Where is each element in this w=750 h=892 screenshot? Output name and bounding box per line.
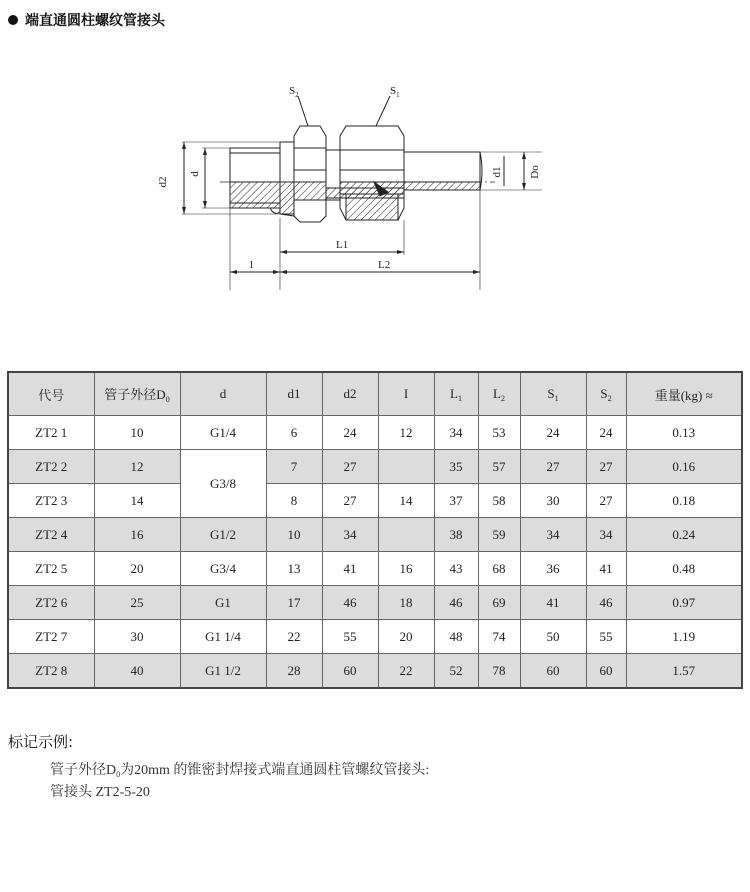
cell-d1: 13 — [266, 552, 322, 586]
table-header-row — [8, 372, 742, 416]
cell-code: ZT2 2 — [8, 450, 94, 484]
cell-weight: 1.19 — [626, 620, 742, 654]
cell-d: G1 — [180, 586, 266, 620]
label-s1: $S_1$ — [390, 85, 400, 99]
cell-s2: 41 — [586, 552, 626, 586]
cell-s1: 36 — [520, 552, 586, 586]
cell-s1: 34 — [520, 518, 586, 552]
cell-l2: 74 — [478, 620, 520, 654]
cell-weight: 0.97 — [626, 586, 742, 620]
cell-l2: 68 — [478, 552, 520, 586]
cell-l2: 57 — [478, 450, 520, 484]
col-weight: 重量(kg) ≈ — [626, 372, 742, 416]
col-d: d — [180, 372, 266, 416]
cell-s1: 50 — [520, 620, 586, 654]
table-row — [8, 654, 742, 689]
cell-d1: 17 — [266, 586, 322, 620]
label-d: d — [189, 171, 201, 177]
cell-code: ZT2 6 — [8, 586, 94, 620]
cell-d1: 22 — [266, 620, 322, 654]
cell-code: ZT2 1 — [8, 416, 94, 450]
cell-l1: 34 — [434, 416, 478, 450]
cell-s2: 34 — [586, 518, 626, 552]
col-l1: $L_1$ — [434, 372, 478, 416]
cell-s2: 46 — [586, 586, 626, 620]
cell-i — [378, 450, 434, 484]
cell-weight: 0.16 — [626, 450, 742, 484]
label-d1: d1 — [491, 166, 503, 178]
label-l1: L1 — [336, 239, 349, 251]
notes-line-2: 管接头 ZT2-5-20 — [50, 785, 150, 800]
col-i: I — [378, 372, 434, 416]
cell-d: G3/8 — [180, 450, 266, 518]
cell-l1: 52 — [434, 654, 478, 689]
cell-i — [378, 518, 434, 552]
cell-d2: 46 — [322, 586, 378, 620]
table-row — [8, 552, 742, 586]
cell-l1: 48 — [434, 620, 478, 654]
cell-s2: 60 — [586, 654, 626, 689]
cell-od: 12 — [94, 450, 180, 484]
cell-l1: 43 — [434, 552, 478, 586]
cell-d2: 27 — [322, 484, 378, 518]
cell-d: G1/2 — [180, 518, 266, 552]
cell-code: ZT2 7 — [8, 620, 94, 654]
table-row — [8, 416, 742, 450]
cell-s1: 30 — [520, 484, 586, 518]
cell-d2: 60 — [322, 654, 378, 689]
cell-i: 16 — [378, 552, 434, 586]
col-s2: $S_2$ — [586, 372, 626, 416]
cell-i: 22 — [378, 654, 434, 689]
cell-od: 30 — [94, 620, 180, 654]
cell-d2: 34 — [322, 518, 378, 552]
cell-l2: 69 — [478, 586, 520, 620]
table-row — [8, 450, 742, 484]
cell-i: 18 — [378, 586, 434, 620]
col-l2: $L_2$ — [478, 372, 520, 416]
col-d1: d1 — [266, 372, 322, 416]
cell-l2: 78 — [478, 654, 520, 689]
col-d2: d2 — [322, 372, 378, 416]
table-row — [8, 484, 742, 518]
cell-weight: 0.48 — [626, 552, 742, 586]
cell-d1: 6 — [266, 416, 322, 450]
col-s1: $S_1$ — [520, 372, 586, 416]
cell-weight: 0.13 — [626, 416, 742, 450]
cell-i: 12 — [378, 416, 434, 450]
col-code: 代号 — [8, 372, 94, 416]
cell-s2: 24 — [586, 416, 626, 450]
label-d2: d2 — [157, 176, 169, 188]
cell-od: 14 — [94, 484, 180, 518]
cell-i: 20 — [378, 620, 434, 654]
bullet-icon — [8, 15, 18, 25]
cell-l1: 38 — [434, 518, 478, 552]
cell-od: 25 — [94, 586, 180, 620]
cell-d1: 28 — [266, 654, 322, 689]
cell-l2: 58 — [478, 484, 520, 518]
table-row — [8, 620, 742, 654]
cell-s2: 27 — [586, 450, 626, 484]
cell-d1: 7 — [266, 450, 322, 484]
cell-weight: 0.24 — [626, 518, 742, 552]
label-l: l — [250, 259, 254, 271]
cell-d2: 24 — [322, 416, 378, 450]
notes-title: 标记示例: — [8, 733, 74, 751]
label-l2: L2 — [378, 259, 391, 271]
label-s2: $S_2$ — [289, 85, 299, 99]
cell-code: ZT2 3 — [8, 484, 94, 518]
cell-code: ZT2 4 — [8, 518, 94, 552]
cell-i: 14 — [378, 484, 434, 518]
cell-od: 16 — [94, 518, 180, 552]
cell-d2: 27 — [322, 450, 378, 484]
cell-od: 20 — [94, 552, 180, 586]
cell-d: G1/4 — [180, 416, 266, 450]
cell-od: 10 — [94, 416, 180, 450]
cell-l2: 59 — [478, 518, 520, 552]
cell-s1: 24 — [520, 416, 586, 450]
cell-d2: 55 — [322, 620, 378, 654]
cell-s1: 60 — [520, 654, 586, 689]
notes-line-1: 管子外径$D_0$为20mm 的锥密封焊接式端直通圆柱管螺纹管接头: — [50, 763, 430, 779]
col-od: 管子外径$D_0$ — [94, 372, 180, 416]
section-title: 端直通圆柱螺纹管接头 — [25, 13, 165, 29]
section-header — [8, 10, 165, 30]
cell-l1: 37 — [434, 484, 478, 518]
cell-weight: 0.18 — [626, 484, 742, 518]
cell-s1: 27 — [520, 450, 586, 484]
label-do: Do — [529, 165, 541, 179]
cell-d1: 10 — [266, 518, 322, 552]
cell-d1: 8 — [266, 484, 322, 518]
cell-l2: 53 — [478, 416, 520, 450]
cell-weight: 1.57 — [626, 654, 742, 689]
cell-d: G3/4 — [180, 552, 266, 586]
cell-d2: 41 — [322, 552, 378, 586]
cell-od: 40 — [94, 654, 180, 689]
cell-s2: 27 — [586, 484, 626, 518]
cell-s2: 55 — [586, 620, 626, 654]
cell-l1: 46 — [434, 586, 478, 620]
cell-d: G1 1/4 — [180, 620, 266, 654]
spec-table — [7, 371, 743, 689]
cell-code: ZT2 5 — [8, 552, 94, 586]
cell-d: G1 1/2 — [180, 654, 266, 689]
fitting-drawing — [150, 70, 570, 300]
table-row — [8, 586, 742, 620]
cell-code: ZT2 8 — [8, 654, 94, 689]
cell-s1: 41 — [520, 586, 586, 620]
table-row — [8, 518, 742, 552]
cell-l1: 35 — [434, 450, 478, 484]
